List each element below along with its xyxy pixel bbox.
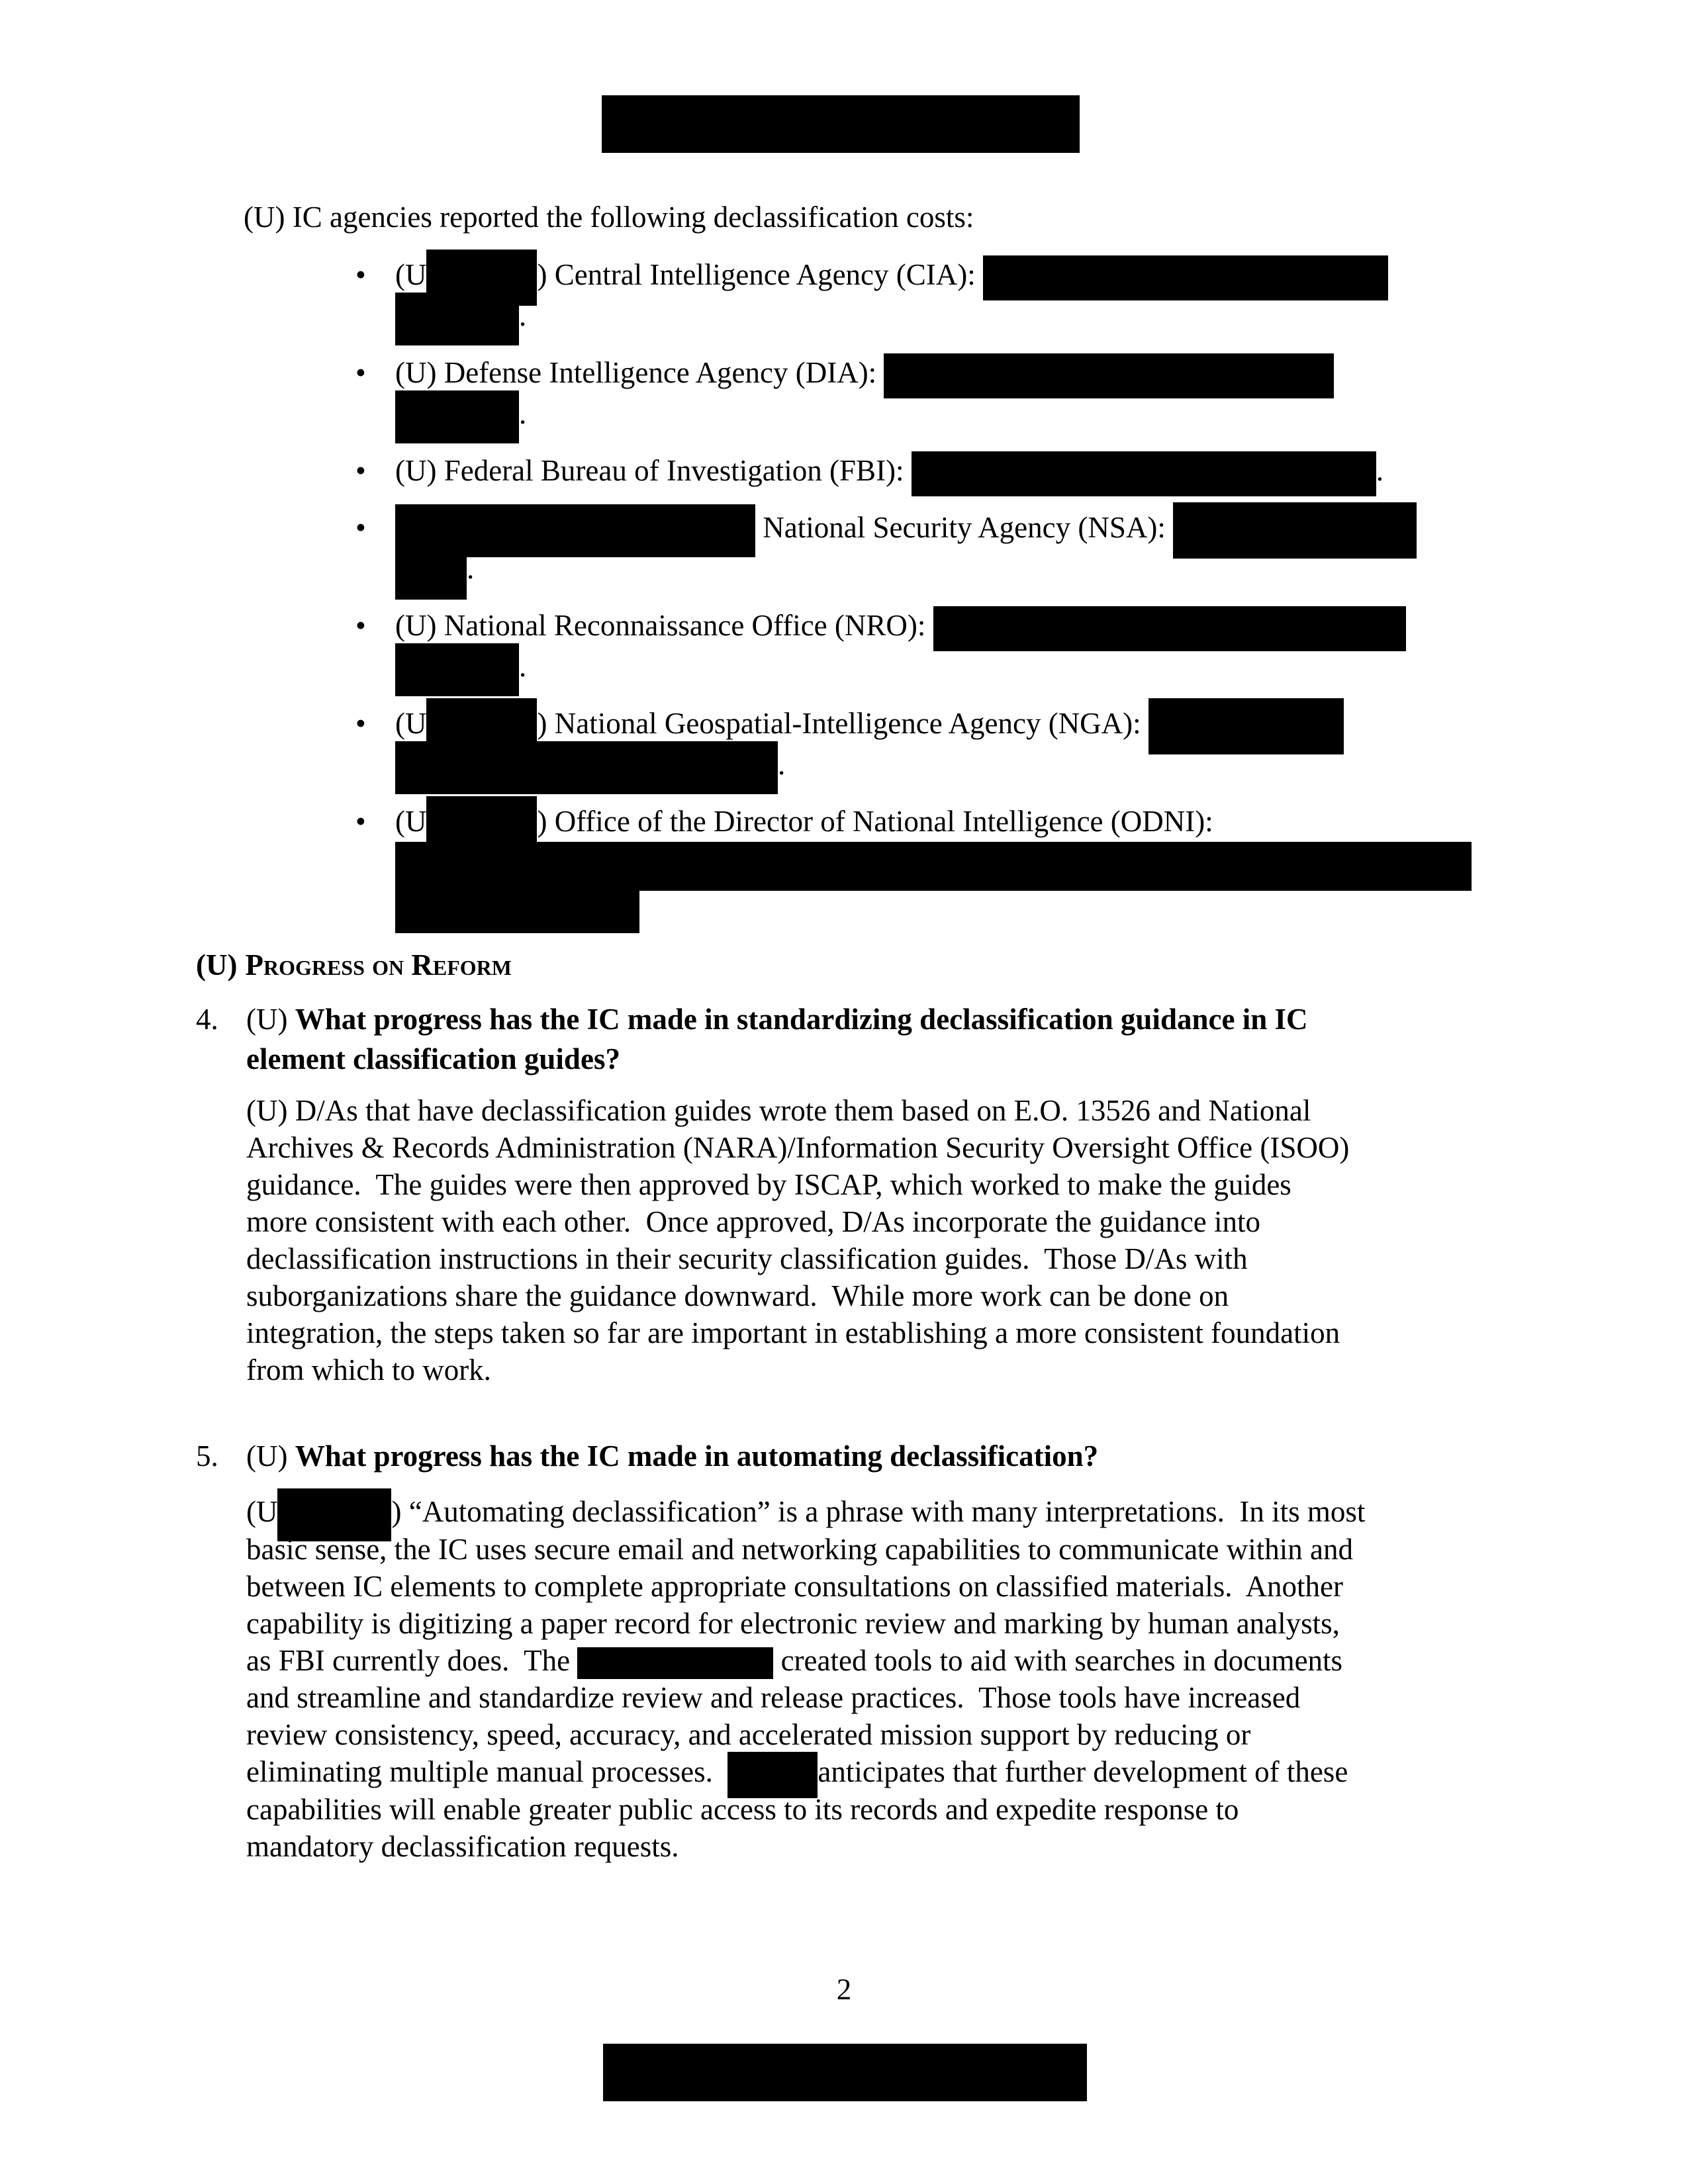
bullet-marker-icon: • xyxy=(355,356,366,389)
redaction-block xyxy=(884,353,1334,398)
text-line xyxy=(395,507,1494,548)
question-5 xyxy=(196,1436,1098,1476)
text-run: between IC elements to complete appropriate consultations on classified materials. Another xyxy=(246,1569,1344,1603)
bullet-list xyxy=(355,254,1494,949)
bullet-marker-icon: • xyxy=(355,511,366,544)
text-run: element classification guides? xyxy=(246,1042,620,1075)
redaction-block xyxy=(426,796,537,852)
bullet-marker-icon: • xyxy=(355,707,366,740)
text-run: (U) D/As that have declassification guides wrote them based on E.O. 13526 and National xyxy=(246,1094,1311,1127)
text-line xyxy=(246,1642,1365,1680)
text-line xyxy=(395,801,1494,842)
text-run: ) Office of the Director of National Intelligence (ODNI): xyxy=(537,805,1213,838)
text-run: declassification instructions in their security classification guides. Those D/As with xyxy=(246,1242,1248,1275)
redaction-block xyxy=(1149,698,1344,754)
text-line xyxy=(246,1753,1365,1791)
text-run: (U) Defense Intelligence Agency (DIA): xyxy=(395,356,884,389)
question-number: 5. xyxy=(196,1439,218,1473)
bullet-content xyxy=(395,507,1494,589)
text-run: (U) xyxy=(246,1439,295,1473)
text-run: Archives & Records Administration (NARA)/Information Security Oversight Office (ISOO) xyxy=(246,1131,1350,1164)
text-run: capabilities will enable greater public access to its records and expedite response to xyxy=(246,1793,1239,1827)
question-text xyxy=(246,1436,1098,1476)
redaction-block xyxy=(577,1647,773,1679)
answer-paragraph-4 xyxy=(246,1092,1349,1388)
bullet-marker-icon: • xyxy=(355,609,366,642)
question-4 xyxy=(196,999,1307,1079)
text-line xyxy=(246,1828,1365,1865)
text-run: guidance. The guides were then approved by ISCAP, which worked to make the guides xyxy=(246,1168,1291,1201)
text-run: more consistent with each other. Once approved, D/As incorporate the guidance into xyxy=(246,1205,1261,1238)
text-run: created tools to aid with searches in documents xyxy=(773,1643,1343,1677)
text-line xyxy=(395,352,1494,393)
text-run: (U xyxy=(395,258,427,291)
bullet-marker-icon: • xyxy=(355,805,366,838)
text-line xyxy=(246,1531,1365,1568)
redaction-block xyxy=(395,741,778,794)
bullet-item xyxy=(355,801,1494,933)
text-run: basic sense, the IC uses secure email and networking capabilities to communicate within and xyxy=(246,1532,1354,1566)
redaction-block xyxy=(983,255,1388,300)
text-run: . xyxy=(1376,454,1384,487)
redaction-block xyxy=(395,643,519,696)
bullet-item xyxy=(355,507,1494,589)
bullet-item xyxy=(355,352,1494,434)
text-run: ) Central Intelligence Agency (CIA): xyxy=(537,258,983,291)
text-line xyxy=(395,605,1494,646)
top-classification-banner-redaction xyxy=(602,95,1080,153)
text-line xyxy=(246,1314,1349,1351)
text-line xyxy=(246,1092,1349,1129)
bottom-classification-banner-redaction xyxy=(603,2044,1087,2101)
text-run: capability is digitizing a paper record for electronic review and marking by human analysts, xyxy=(246,1606,1340,1640)
bullet-item xyxy=(355,605,1494,687)
redaction-block xyxy=(395,390,519,443)
text-run: . xyxy=(519,397,527,430)
bullet-marker-icon: • xyxy=(355,454,366,487)
redaction-block xyxy=(395,543,467,600)
text-run: National Security Agency (NSA): xyxy=(755,511,1174,544)
bullet-item xyxy=(355,254,1494,336)
intro-text: (U) IC agencies reported the following declassification costs: xyxy=(244,201,974,234)
text-run: (U) Federal Bureau of Investigation (FBI): xyxy=(395,454,912,487)
text-line xyxy=(246,999,1307,1039)
text-line xyxy=(395,254,1494,295)
redaction-block xyxy=(395,891,639,933)
classification-marking: (U) xyxy=(196,948,238,981)
text-run: from which to work. xyxy=(246,1353,491,1387)
bullet-content xyxy=(395,352,1494,434)
text-run: eliminating multiple manual processes. xyxy=(246,1755,728,1789)
text-line xyxy=(246,1351,1349,1388)
bullet-marker-icon: • xyxy=(355,258,366,291)
bullet-item xyxy=(355,703,1494,785)
text-run: integration, the steps taken so far are important in establishing a more consistent foundation xyxy=(246,1316,1340,1349)
text-line xyxy=(246,1493,1365,1531)
text-run: (U xyxy=(395,707,427,740)
bullet-content xyxy=(395,605,1494,687)
text-run: mandatory declassification requests. xyxy=(246,1830,679,1864)
text-run: (U xyxy=(246,1495,278,1528)
text-line xyxy=(246,1166,1349,1203)
text-line xyxy=(246,1605,1365,1642)
text-line xyxy=(395,450,1494,491)
text-line xyxy=(395,393,1494,434)
page-number: 2 xyxy=(836,1973,852,2006)
text-run: (U) National Reconnaissance Office (NRO): xyxy=(395,609,933,642)
text-run: and streamline and standardize review and release practices. Those tools have increased xyxy=(246,1681,1301,1715)
text-run: What progress has the IC made in automating declassification? xyxy=(295,1439,1099,1473)
text-line xyxy=(246,1679,1365,1716)
text-line xyxy=(246,1436,1098,1476)
text-line xyxy=(246,1240,1349,1277)
text-run: ) National Geospatial-Intelligence Agency (NGA): xyxy=(537,707,1149,740)
text-line xyxy=(395,295,1494,336)
redaction-block xyxy=(395,842,1472,891)
text-run: as FBI currently does. The xyxy=(246,1643,578,1677)
text-line xyxy=(246,1716,1365,1753)
question-number: 4. xyxy=(196,1003,218,1036)
answer-paragraph-5 xyxy=(246,1493,1365,1865)
redaction-block xyxy=(395,293,519,345)
text-run: review consistency, speed, accuracy, and accelerated mission support by reducing or xyxy=(246,1718,1251,1752)
bullet-content xyxy=(395,450,1494,491)
redaction-block xyxy=(1173,502,1417,559)
bullet-content xyxy=(395,801,1494,933)
text-line xyxy=(246,1129,1349,1166)
text-run: . xyxy=(519,650,527,683)
text-line xyxy=(246,1039,1307,1079)
text-line xyxy=(395,646,1494,687)
text-run: (U xyxy=(395,805,427,838)
bullet-content xyxy=(395,703,1494,785)
text-run: anticipates that further development of these xyxy=(818,1755,1348,1789)
text-line xyxy=(246,1203,1349,1240)
text-line xyxy=(395,703,1494,744)
bullet-item xyxy=(355,450,1494,491)
redaction-block xyxy=(933,606,1406,651)
text-run: ) “Automating declassification” is a phrase with many interpretations. In its most xyxy=(391,1495,1366,1528)
text-run: . xyxy=(467,552,475,585)
text-run: What progress has the IC made in standardizing declassification guidance in IC xyxy=(295,1003,1308,1036)
text-line xyxy=(246,1568,1365,1605)
section-heading-title: Progress on Reform xyxy=(245,948,512,981)
question-text xyxy=(246,999,1307,1079)
text-line xyxy=(246,1277,1349,1314)
text-run: . xyxy=(778,748,786,781)
text-run: . xyxy=(519,299,527,332)
bullet-content xyxy=(395,254,1494,336)
text-run: suborganizations share the guidance downward. While more work can be done on xyxy=(246,1279,1229,1312)
redaction-block xyxy=(912,451,1376,496)
text-run: (U) xyxy=(246,1003,295,1036)
section-heading xyxy=(196,948,512,982)
text-line xyxy=(246,1791,1365,1828)
